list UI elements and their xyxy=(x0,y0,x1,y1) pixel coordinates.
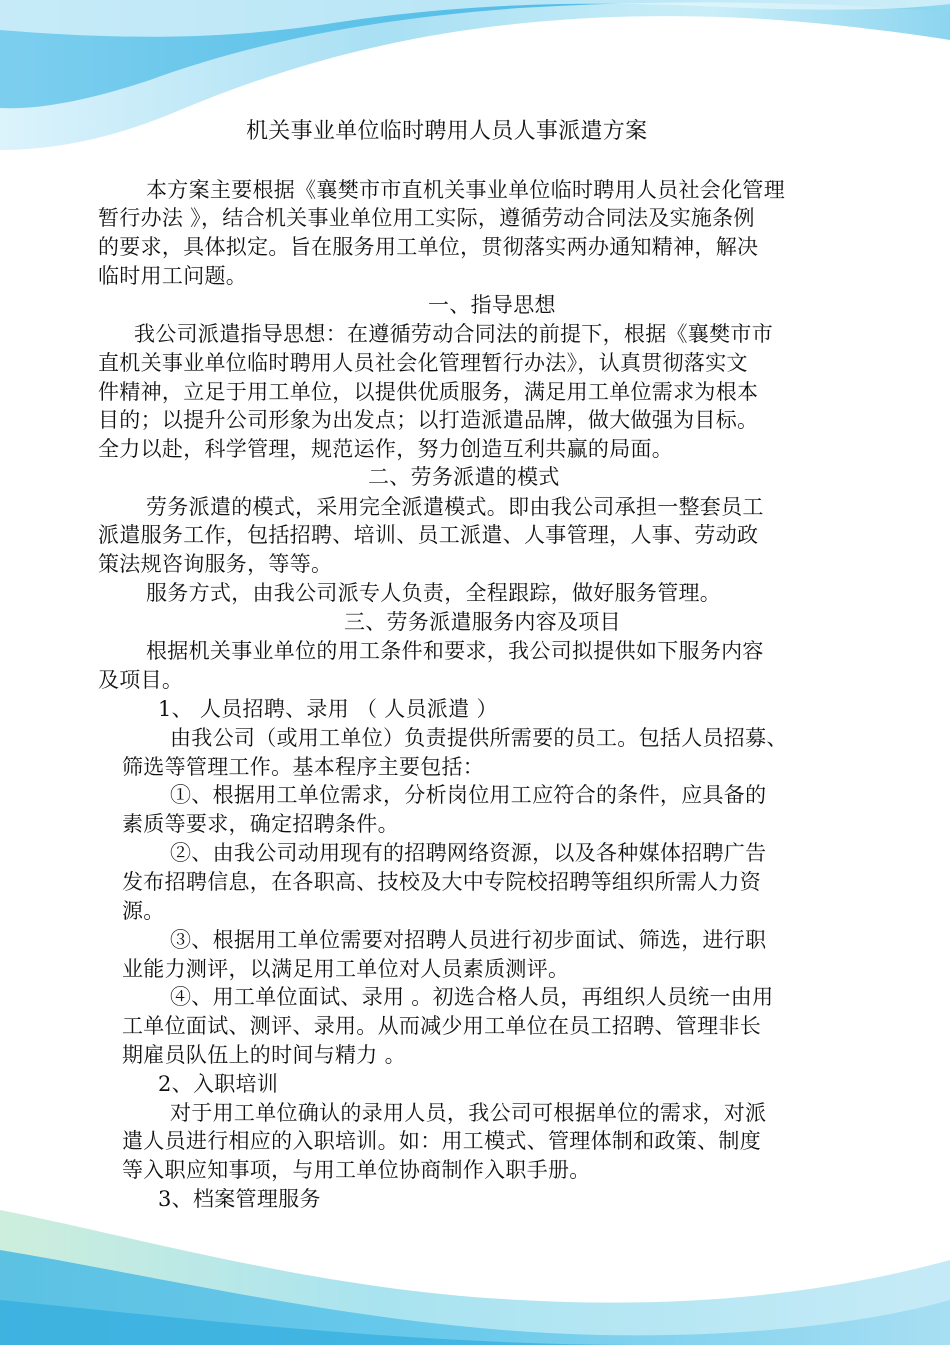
section-heading: 三、劳务派遣服务内容及项目 xyxy=(344,610,621,634)
paragraph-line: 派遣服务工作，包括招聘、培训、员工派遣、人事管理，人事、劳动政 xyxy=(98,523,759,547)
section-heading: 二、劳务派遣的模式 xyxy=(368,465,560,489)
paragraph-line: 劳务派遣的模式，采用完全派遣模式。即由我公司承担一整套员工 xyxy=(146,495,764,519)
paragraph-line: ③、根据用工单位需要对招聘人员进行初步面试、筛选，进行职 xyxy=(170,928,767,952)
paragraph-line: 对于用工单位确认的录用人员，我公司可根据单位的需求，对派 xyxy=(170,1101,767,1125)
paragraph-line: 筛选等管理工作。基本程序主要包括： xyxy=(122,755,485,779)
paragraph-line: 素质等要求，确定招聘条件。 xyxy=(122,812,399,836)
paragraph-line: 期雇员队伍上的时间与精力 。 xyxy=(122,1043,406,1067)
paragraph-line: 我公司派遣指导思想：在遵循劳动合同法的前提下，根据《襄樊市市 xyxy=(134,322,773,346)
section-heading: 一、指导思想 xyxy=(428,293,556,317)
paragraph-line: 全力以赴，科学管理，规范运作，努力创造互利共赢的局面。 xyxy=(98,437,674,461)
paragraph-line: 直机关事业单位临时聘用人员社会化管理暂行办法》，认真贯彻落实文 xyxy=(98,351,748,375)
paragraph-line: 工单位面试、测评、录用。从而减少用工单位在员工招聘、管理非长 xyxy=(122,1014,761,1038)
paragraph-line: 暂行办法 》，结合机关事业单位用工实际，遵循劳动合同法及实施条例 xyxy=(98,206,755,230)
paragraph-line: 发布招聘信息，在各职高、技校及大中专院校招聘等组织所需人力资 xyxy=(122,870,761,894)
subsection-heading: 1、 人员招聘、录用 （ 人员派遣 ） xyxy=(158,697,498,721)
paragraph-line: 业能力测评，以满足用工单位对人员素质测评。 xyxy=(122,957,570,981)
paragraph-line: 的要求，具体拟定。旨在服务用工单位，贯彻落实两办通知精神，解决 xyxy=(98,235,759,259)
paragraph-line: 策法规咨询服务，等等。 xyxy=(98,552,333,576)
paragraph-line: 及项目。 xyxy=(98,668,184,692)
paragraph-line: ④、用工单位面试、录用 。初选合格人员，再组织人员统一由用 xyxy=(170,985,774,1009)
paragraph-line: ①、根据用工单位需求，分析岗位用工应符合的条件，应具备的 xyxy=(170,783,767,807)
paragraph-line: ②、由我公司动用现有的招聘网络资源，以及各种媒体招聘广告 xyxy=(170,841,767,865)
paragraph-line: 等入职应知事项，与用工单位协商制作入职手册。 xyxy=(122,1158,591,1182)
subsection-heading: 2、入职培训 xyxy=(158,1072,279,1096)
paragraph-line: 服务方式，由我公司派专人负责，全程跟踪，做好服务管理。 xyxy=(146,581,722,605)
paragraph-line: 目的；以提升公司形象为出发点；以打造派遣品牌，做大做强为目标。 xyxy=(98,408,759,432)
paragraph-line: 源。 xyxy=(122,899,165,923)
document-title: 机关事业单位临时聘用人员人事派遣方案 xyxy=(246,119,648,144)
subsection-heading: 3、档案管理服务 xyxy=(158,1187,321,1211)
paragraph-line: 根据机关事业单位的用工条件和要求，我公司拟提供如下服务内容 xyxy=(146,639,764,663)
paragraph-line: 临时用工问题。 xyxy=(98,264,248,288)
paragraph-line: 由我公司（或用工单位）负责提供所需要的员工。包括人员招募、 xyxy=(170,726,788,750)
paragraph-line: 遣人员进行相应的入职培训。如：用工模式、管理体制和政策、制度 xyxy=(122,1129,761,1153)
paragraph-line: 本方案主要根据《襄樊市市直机关事业单位临时聘用人员社会化管理 xyxy=(146,178,785,202)
paragraph-line: 件精神，立足于用工单位，以提供优质服务，满足用工单位需求为根本 xyxy=(98,380,759,404)
